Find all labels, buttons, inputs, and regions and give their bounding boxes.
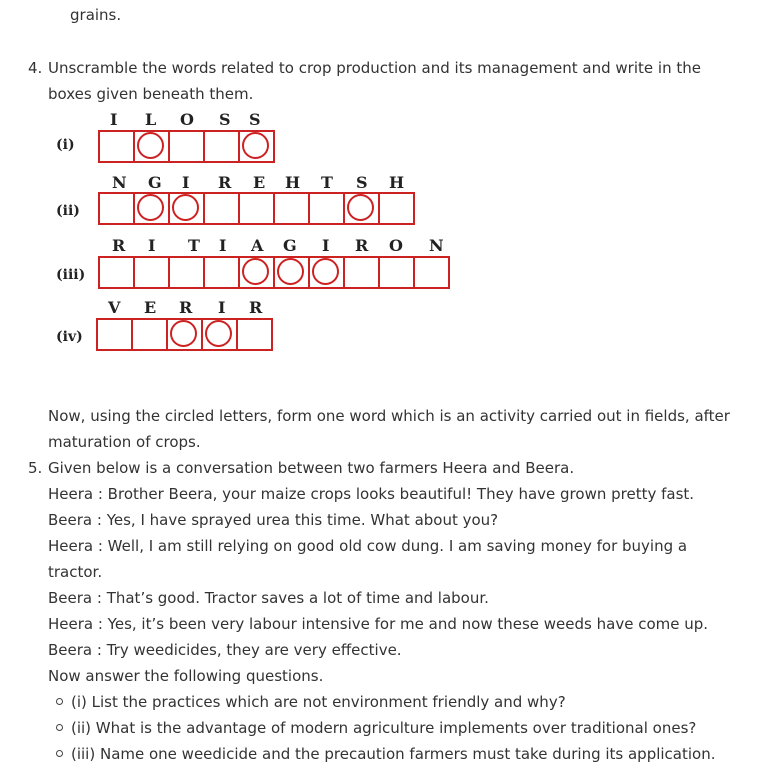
answer-box[interactable] [238, 320, 271, 349]
scrambled-letter: R [179, 298, 193, 317]
answer-box[interactable] [380, 194, 413, 223]
scrambled-letter: I [219, 236, 227, 255]
scrambled-letter: A [251, 236, 264, 255]
answer-box[interactable] [135, 258, 170, 287]
scrambled-letter: R [249, 298, 263, 317]
scrambled-letter: I [110, 110, 118, 129]
question-text: (iii) Name one weedicide and the precaution farmers must take during its application. [71, 745, 716, 763]
q4-text-line2: boxes given beneath them. [48, 85, 254, 103]
q5-intro: Given below is a conversation between two farmers Heera and Beera. [48, 459, 575, 477]
question-text: (i) List the practices which are not environment friendly and why? [71, 693, 566, 711]
answer-box-circled[interactable] [240, 258, 275, 287]
answer-box-circled[interactable] [203, 320, 238, 349]
answer-box[interactable] [100, 258, 135, 287]
answer-box-circled[interactable] [240, 132, 273, 161]
scrambled-letter: S [249, 110, 261, 129]
answer-box-circled[interactable] [168, 320, 203, 349]
q4-text-line1: Unscramble the words related to crop production and its management and write in the [48, 59, 701, 77]
q5-question-i [56, 692, 566, 712]
puzzle-iii-boxes[interactable] [98, 256, 450, 289]
scrambled-letter: I [322, 236, 330, 255]
scrambled-letter: R [218, 173, 232, 192]
dialogue-line: tractor. [48, 563, 103, 581]
answer-box-circled[interactable] [275, 258, 310, 287]
scrambled-letter: T [321, 173, 333, 192]
scrambled-letter: R [112, 236, 126, 255]
dialogue-line: Beera : Yes, I have sprayed urea this time. What about you? [48, 511, 499, 529]
scrambled-letter: H [389, 173, 405, 192]
puzzle-iii-label: (iii) [56, 267, 86, 283]
dialogue-line: Heera : Yes, it’s been very labour intensive for me and now these weeds have come up. [48, 615, 709, 633]
question-text: (ii) What is the advantage of modern agriculture implements over traditional ones? [71, 719, 697, 737]
dialogue-line: Beera : That’s good. Tractor saves a lot of time and labour. [48, 589, 489, 607]
scrambled-letter: L [145, 110, 157, 129]
puzzle-i-boxes[interactable] [98, 130, 275, 163]
puzzle-i-label: (i) [56, 137, 75, 153]
scrambled-letter: N [429, 236, 444, 255]
answer-box[interactable] [310, 194, 345, 223]
bullet-icon [56, 698, 63, 705]
answer-box-circled[interactable] [135, 132, 170, 161]
scrambled-letter: I [148, 236, 156, 255]
puzzle-ii-label: (ii) [56, 203, 80, 219]
top-fragment: grains. [70, 6, 122, 24]
scrambled-letter: G [148, 173, 162, 192]
puzzle-iv-boxes[interactable] [96, 318, 273, 351]
dialogue-line: Heera : Brother Beera, your maize crops looks beautiful! They have grown pretty fast. [48, 485, 695, 503]
scrambled-letter: R [355, 236, 369, 255]
scrambled-letter: H [285, 173, 301, 192]
answer-box[interactable] [133, 320, 168, 349]
scrambled-letter: O [180, 110, 194, 129]
answer-box[interactable] [240, 194, 275, 223]
scrambled-letter: G [283, 236, 297, 255]
answer-box[interactable] [205, 194, 240, 223]
q5-number: 5. [28, 459, 43, 477]
puzzle-ii-boxes[interactable] [98, 192, 415, 225]
q4-after-line1: Now, using the circled letters, form one word which is an activity carried out in fields, after [48, 407, 730, 425]
q5-question-iii [56, 744, 716, 764]
scrambled-letter: E [253, 173, 266, 192]
scrambled-letter: E [144, 298, 157, 317]
scrambled-letter: I [218, 298, 226, 317]
bullet-icon [56, 750, 63, 757]
answer-box[interactable] [100, 132, 135, 161]
answer-box[interactable] [205, 132, 240, 161]
scrambled-letter: I [182, 173, 190, 192]
answer-box[interactable] [170, 258, 205, 287]
scrambled-letter: O [389, 236, 403, 255]
answer-box-circled[interactable] [310, 258, 345, 287]
answer-box[interactable] [98, 320, 133, 349]
q4-number: 4. [28, 59, 43, 77]
answer-box[interactable] [275, 194, 310, 223]
answer-box-circled[interactable] [170, 194, 205, 223]
answer-box[interactable] [205, 258, 240, 287]
answer-box[interactable] [380, 258, 415, 287]
dialogue-line: Heera : Well, I am still relying on good old cow dung. I am saving money for buying a [48, 537, 688, 555]
scrambled-letter: S [356, 173, 368, 192]
bullet-icon [56, 724, 63, 731]
scrambled-letter: T [188, 236, 200, 255]
q4-after-line2: maturation of crops. [48, 433, 201, 451]
dialogue-line: Beera : Try weedicides, they are very effective. [48, 641, 402, 659]
answer-box-circled[interactable] [345, 194, 380, 223]
answer-box[interactable] [345, 258, 380, 287]
scrambled-letter: N [112, 173, 127, 192]
q5-question-ii [56, 718, 696, 738]
scrambled-letter: S [219, 110, 231, 129]
scrambled-letter: V [108, 298, 121, 317]
answer-box[interactable] [170, 132, 205, 161]
answer-box-circled[interactable] [135, 194, 170, 223]
q5-prompt: Now answer the following questions. [48, 667, 324, 685]
answer-box[interactable] [415, 258, 448, 287]
answer-box[interactable] [100, 194, 135, 223]
puzzle-iv-label: (iv) [56, 329, 83, 345]
